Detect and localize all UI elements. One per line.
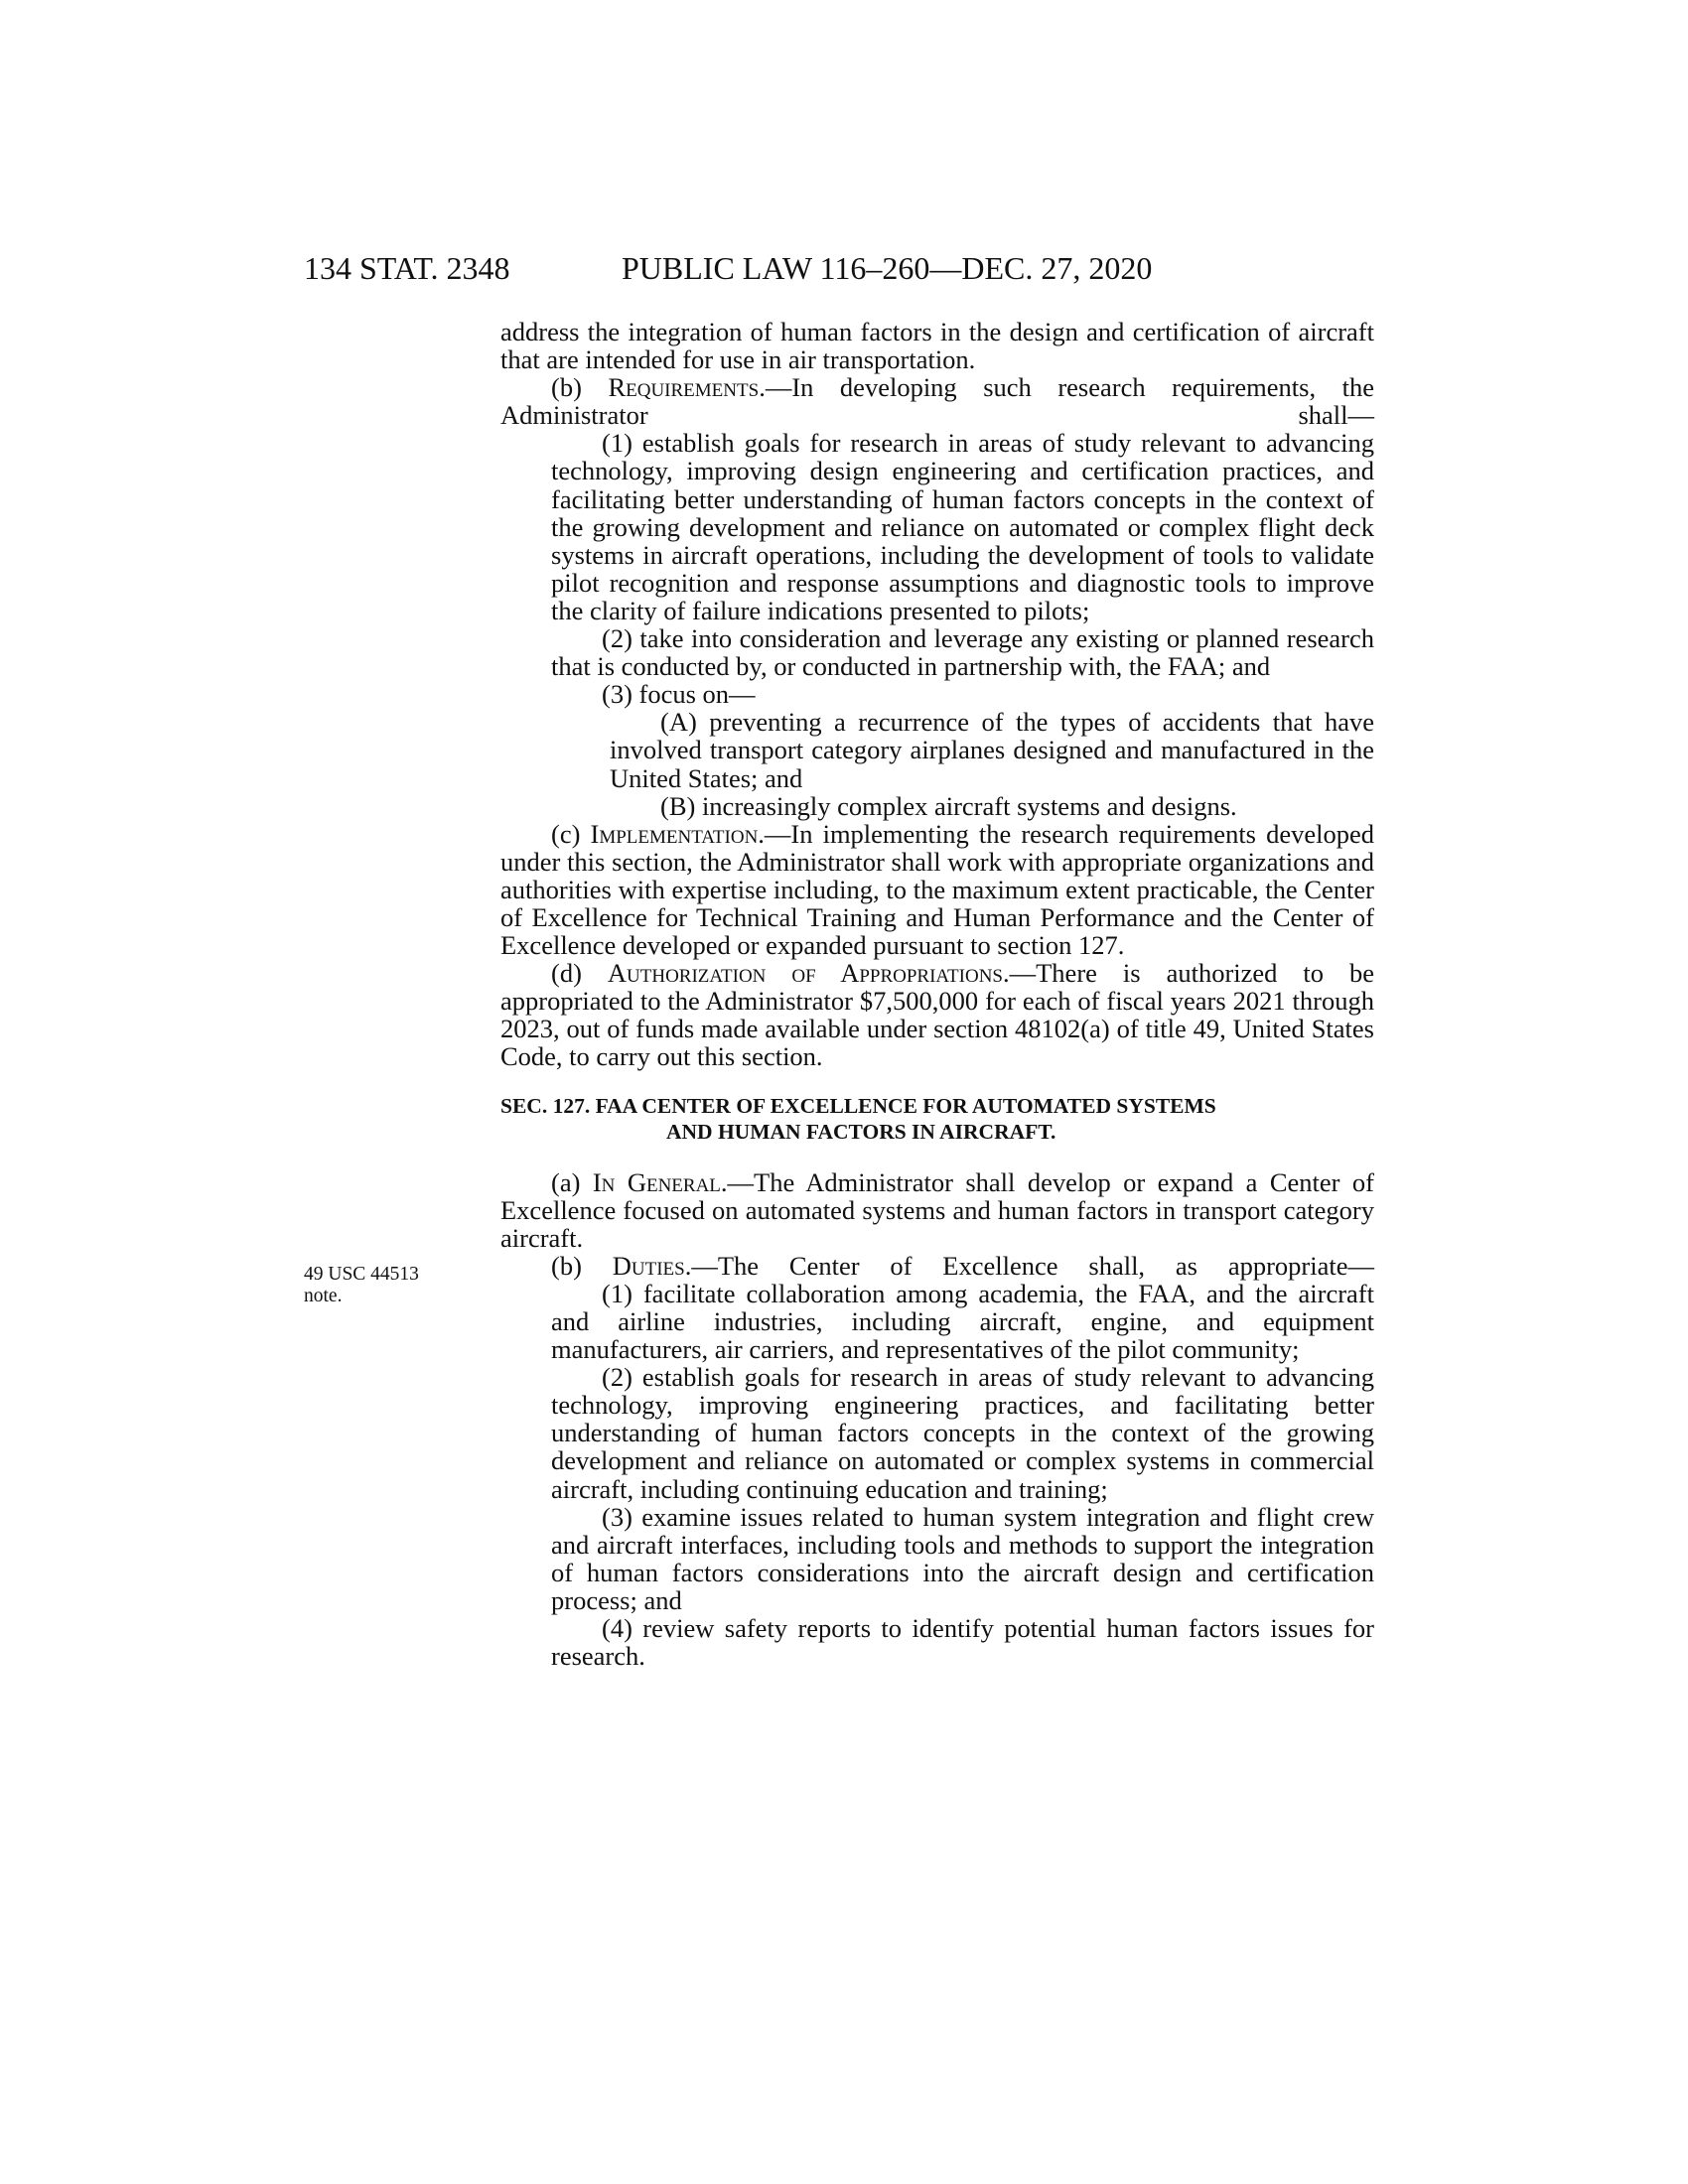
authorization-heading: Authorization of Appropriations [607, 958, 1003, 989]
duties-item-4: (4) review safety reports to identify potential human factors issues for research. [551, 1613, 1374, 1672]
implementation-text: .—In implementing the research requirements developed under this section, the Administrator shall work with appropriate organizations and authorities with expertise including, to the maximum extent practicable, the Center of Excellence for Technical Training and Human Performance and the Center of Excellence developed or expanded pursuant to section 127. [500, 818, 1374, 961]
requirements-label: (b) [551, 372, 609, 403]
implementation-heading: Implementation [590, 818, 759, 849]
requirements-item-2: (2) take into consideration and leverage any existing or planned research that is conducted by, or conducted in partnership with, the FAA; and [551, 623, 1374, 682]
margin-note-label: note. [304, 1286, 343, 1306]
duties-item-2: (2) establish goals for research in areas of study relevant to advancing technology, improving engineering practices, and facilitating better understanding of human factors concepts in the context of the growing development and reliance on automated or complex systems in commercial aircraft, including continuing education and training; [551, 1362, 1374, 1504]
margin-note-citation: 49 USC 44513 [304, 1264, 419, 1285]
general-heading: In General [592, 1166, 721, 1197]
general-label: (a) [551, 1166, 593, 1197]
requirements-lead [500, 373, 1374, 429]
duties-item-1: (1) facilitate collaboration among academia, the FAA, and the aircraft and airline industries, including aircraft, engine, and equipment manufacturers, air carriers, and representatives of the pilot community; [551, 1278, 1374, 1365]
section-heading-line-1: SEC. 127. FAA CENTER OF EXCELLENCE FOR AUTOMATED SYSTEMS [500, 1093, 1216, 1118]
section-heading [500, 1093, 1374, 1145]
implementation-label: (c) [551, 818, 591, 849]
margin-note [304, 1264, 453, 1307]
authorization-label: (d) [551, 958, 608, 989]
duties-lead-text: .—The Center of Excellence shall, as appropriate— [684, 1250, 1374, 1281]
requirements-item-3b: (B) increasingly complex aircraft systems and designs. [660, 790, 1237, 821]
requirements-heading: Requirements [608, 372, 760, 403]
authorization-paragraph [500, 959, 1374, 1070]
page-number: 134 STAT. 2348 [304, 250, 510, 286]
duties-lead [500, 1252, 1374, 1280]
page-header [0, 250, 1688, 290]
general-text: .—The Administrator shall develop or expand a Center of Excellence focused on automated systems and human factors in transport category aircraft. [500, 1166, 1374, 1253]
requirements-item-3a: (A) preventing a recurrence of the types of accidents that have involved transport category airplanes designed and manufactured in the United States; and [610, 707, 1374, 793]
running-head: PUBLIC LAW 116–260—DEC. 27, 2020 [622, 250, 1153, 286]
duties-label: (b) [551, 1250, 613, 1281]
intro-paragraph: address the integration of human factors in the design and certification of aircraft that are intended for use in air transportation. [500, 317, 1374, 375]
duties-heading: Duties [612, 1250, 685, 1281]
general-paragraph [500, 1168, 1374, 1252]
implementation-paragraph [500, 820, 1374, 959]
section-heading-line-2: AND HUMAN FACTORS IN AIRCRAFT. [666, 1119, 1056, 1144]
text-column [500, 318, 1374, 1670]
authorization-text: .—There is authorized to be appropriated to the Administrator $7,500,000 for each of fiscal years 2021 through 2023, out of funds made available under section 48102(a) of title 49, United States Code, to carry out this section. [500, 958, 1375, 1072]
requirements-lead-text: .—In developing such research requirements, the Administrator shall— [500, 372, 1375, 431]
duties-item-3: (3) examine issues related to human system integration and flight crew and aircraft interfaces, including tools and methods to support the integration of human factors considerations into the aircraft design and certification process; and [551, 1501, 1374, 1615]
requirements-item-1: (1) establish goals for research in areas of study relevant to advancing technology, improving design engineering and certification practices, and facilitating better understanding of human factors concepts in the context of the growing development and reliance on automated or complex flight deck systems in aircraft operations, including the development of tools to validate pilot recognition and response assumptions and diagnostic tools to improve the clarity of failure indications presented to pilots; [551, 428, 1374, 625]
requirements-item-3: (3) focus on— [602, 679, 756, 710]
